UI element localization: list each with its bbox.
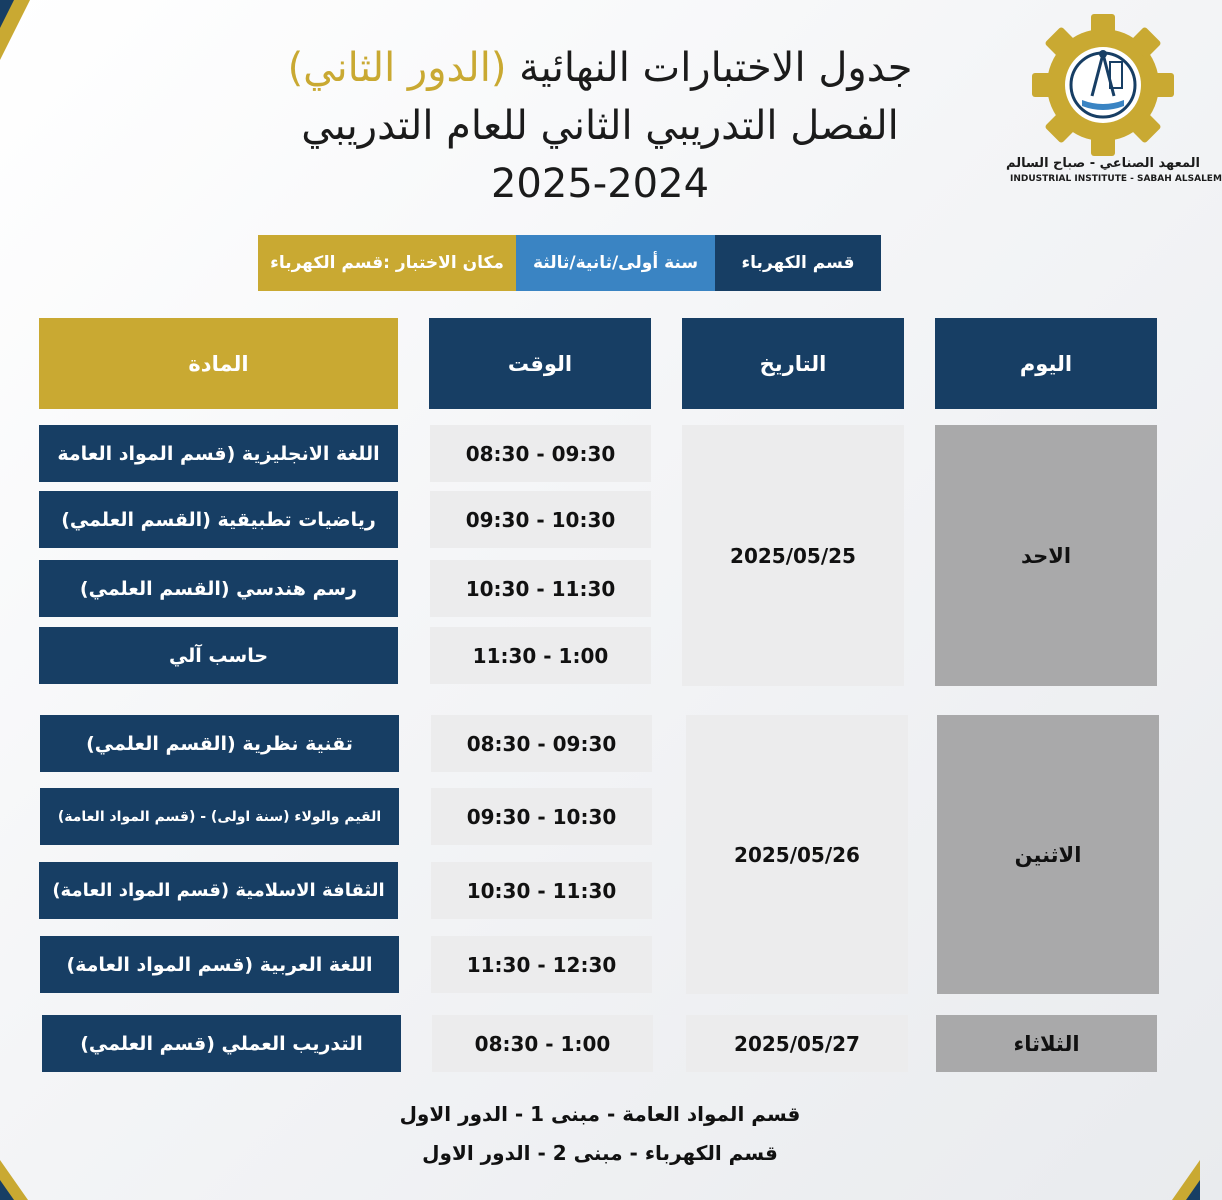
corner-decoration-top-left bbox=[0, 0, 40, 70]
subject-cell: القيم والولاء (سنة اولى) - (قسم المواد العامة) bbox=[40, 788, 399, 845]
exam-location-label: مكان الاختبار :قسم الكهرباء bbox=[258, 235, 516, 291]
title-main-text: جدول الاختبارات النهائية bbox=[519, 45, 913, 91]
location-note-electricity: قسم الكهرباء - مبنى 2 - الدور الاول bbox=[422, 1141, 778, 1165]
time-cell: 08:30 - 1:00 bbox=[432, 1015, 653, 1072]
corner-decoration-bottom-right bbox=[1160, 1150, 1200, 1200]
time-cell: 08:30 - 09:30 bbox=[431, 715, 652, 772]
time-cell: 11:30 - 12:30 bbox=[431, 936, 652, 993]
department-label: قسم الكهرباء bbox=[715, 235, 881, 291]
time-cell: 08:30 - 09:30 bbox=[430, 425, 651, 482]
time-cell: 09:30 - 10:30 bbox=[431, 788, 652, 845]
years-label: سنة أولى/ثانية/ثالثة bbox=[516, 235, 715, 291]
subject-cell: التدريب العملي (قسم العلمي) bbox=[42, 1015, 401, 1072]
subject-cell: رسم هندسي (القسم العلمي) bbox=[39, 560, 398, 617]
subject-cell: تقنية نظرية (القسم العلمي) bbox=[40, 715, 399, 772]
day-cell: الثلاثاء bbox=[936, 1015, 1157, 1072]
location-note-general: قسم المواد العامة - مبنى 1 - الدور الاول bbox=[399, 1102, 801, 1126]
date-cell: 2025/05/27 bbox=[686, 1015, 908, 1072]
header-subject: المادة bbox=[39, 318, 398, 409]
academic-year: 2025-2024 bbox=[490, 161, 710, 207]
title-accent-text: (الدور الثاني) bbox=[287, 45, 507, 91]
time-cell: 10:30 - 11:30 bbox=[430, 560, 651, 617]
time-cell: 10:30 - 11:30 bbox=[431, 862, 652, 919]
page-subtitle: الفصل التدريبي الثاني للعام التدريبي bbox=[301, 103, 899, 149]
time-cell: 09:30 - 10:30 bbox=[430, 491, 651, 548]
corner-decoration-bottom-left bbox=[0, 1150, 40, 1200]
time-cell: 11:30 - 1:00 bbox=[430, 627, 651, 684]
subject-cell: حاسب آلي bbox=[39, 627, 398, 684]
header-date: التاريخ bbox=[682, 318, 904, 409]
header-time: الوقت bbox=[429, 318, 651, 409]
day-cell: الاحد bbox=[935, 425, 1157, 686]
gear-emblem-icon bbox=[1030, 12, 1176, 158]
header-day: اليوم bbox=[935, 318, 1157, 409]
subject-cell: اللغة الانجليزية (قسم المواد العامة bbox=[39, 425, 398, 482]
logo-name-arabic: المعهد الصناعي - صباح السالم bbox=[1006, 156, 1200, 171]
page-title bbox=[220, 45, 980, 91]
subject-cell: الثقافة الاسلامية (قسم المواد العامة) bbox=[39, 862, 398, 919]
subject-cell: رياضيات تطبيقية (القسم العلمي) bbox=[39, 491, 398, 548]
day-cell: الاثنين bbox=[937, 715, 1159, 994]
subject-cell: اللغة العربية (قسم المواد العامة) bbox=[40, 936, 399, 993]
date-cell: 2025/05/26 bbox=[686, 715, 908, 994]
date-cell: 2025/05/25 bbox=[682, 425, 904, 686]
logo-name-english: INDUSTRIAL INSTITUTE - SABAH ALSALEM bbox=[1010, 174, 1222, 184]
